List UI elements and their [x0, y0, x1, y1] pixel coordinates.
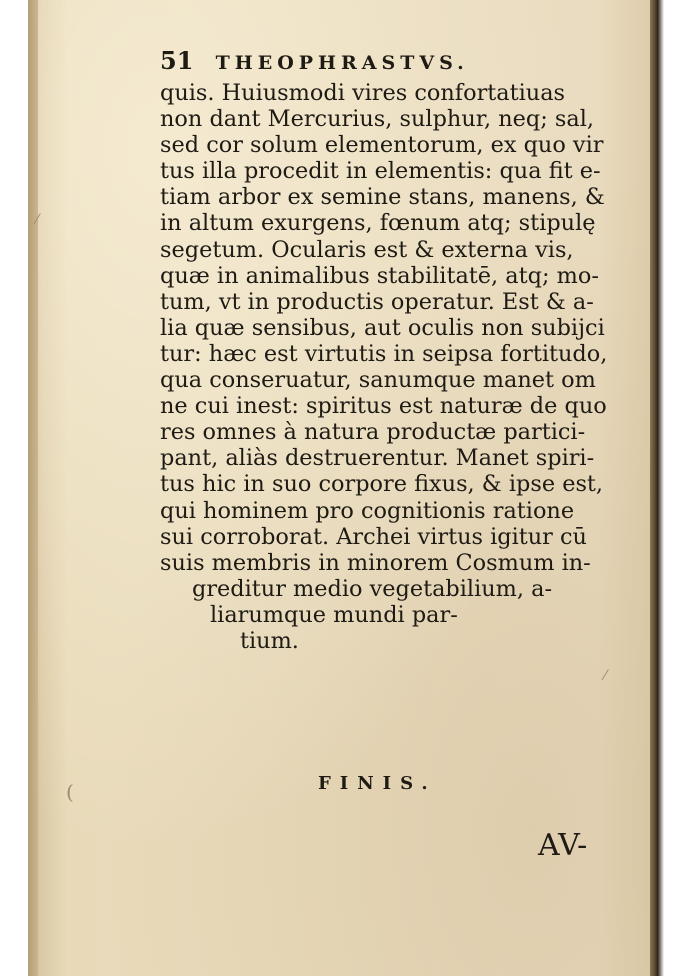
text-line: segetum. Ocularis est & externa vis, — [160, 236, 574, 263]
page-number: 51 — [160, 46, 194, 75]
page-gutter — [28, 0, 38, 976]
text-line: pant, aliàs destruerentur. Manet spiri- — [160, 445, 595, 472]
finis-heading: FINIS. — [318, 773, 437, 794]
margin-mark: ( — [66, 780, 74, 804]
margin-mark: ⁄ — [604, 668, 607, 684]
text-line: tus illa procedit in elementis: qua fit e- — [160, 158, 601, 185]
text-line: quæ in animalibus stabilitatē, atq; mo- — [160, 262, 599, 289]
text-line: greditur medio vegetabilium, a- — [192, 575, 553, 602]
text-line: suis membris in minorem Cosmum in- — [160, 549, 591, 576]
text-line: tur: hæc est virtutis in seipsa fortitudo, — [160, 340, 608, 367]
text-line: tus hic in suo corpore fixus, & ipse est, — [160, 471, 604, 498]
text-line: lia quæ sensibus, aut oculis non subijci — [160, 314, 605, 341]
text-line: sed cor solum elementorum, ex quo vir — [160, 132, 604, 159]
text-line: ne cui inest: spiritus est naturæ de quo — [160, 393, 607, 420]
text-line: tiam arbor ex semine stans, manens, & — [160, 184, 605, 211]
body-text — [160, 80, 620, 654]
text-line: res omnes à natura productæ partici- — [160, 419, 586, 446]
text-line: non dant Mercurius, sulphur, neq; sal, — [160, 106, 595, 133]
page-edge-shadow — [650, 0, 664, 976]
text-line: quis. Huiusmodi vires confortatiuas — [160, 80, 566, 106]
catchword: AV- — [538, 828, 588, 863]
text-line: liarumque mundi par- — [210, 601, 458, 628]
running-header — [160, 44, 540, 78]
text-line: qui hominem pro cognitionis ratione — [160, 497, 575, 524]
text-line: qua conseruatur, sanumque manet om — [160, 367, 596, 394]
text-line: tum, vt in productis operatur. Est & a- — [160, 288, 594, 315]
text-line: sui corroborat. Archei virtus igitur cū — [160, 523, 587, 550]
margin-mark: ⁄ — [36, 212, 39, 228]
text-line: in altum exurgens, fœnum atq; stipulę — [160, 210, 596, 237]
running-title: THEOPHRASTVS. — [215, 52, 469, 74]
text-line: tium. — [240, 627, 299, 654]
